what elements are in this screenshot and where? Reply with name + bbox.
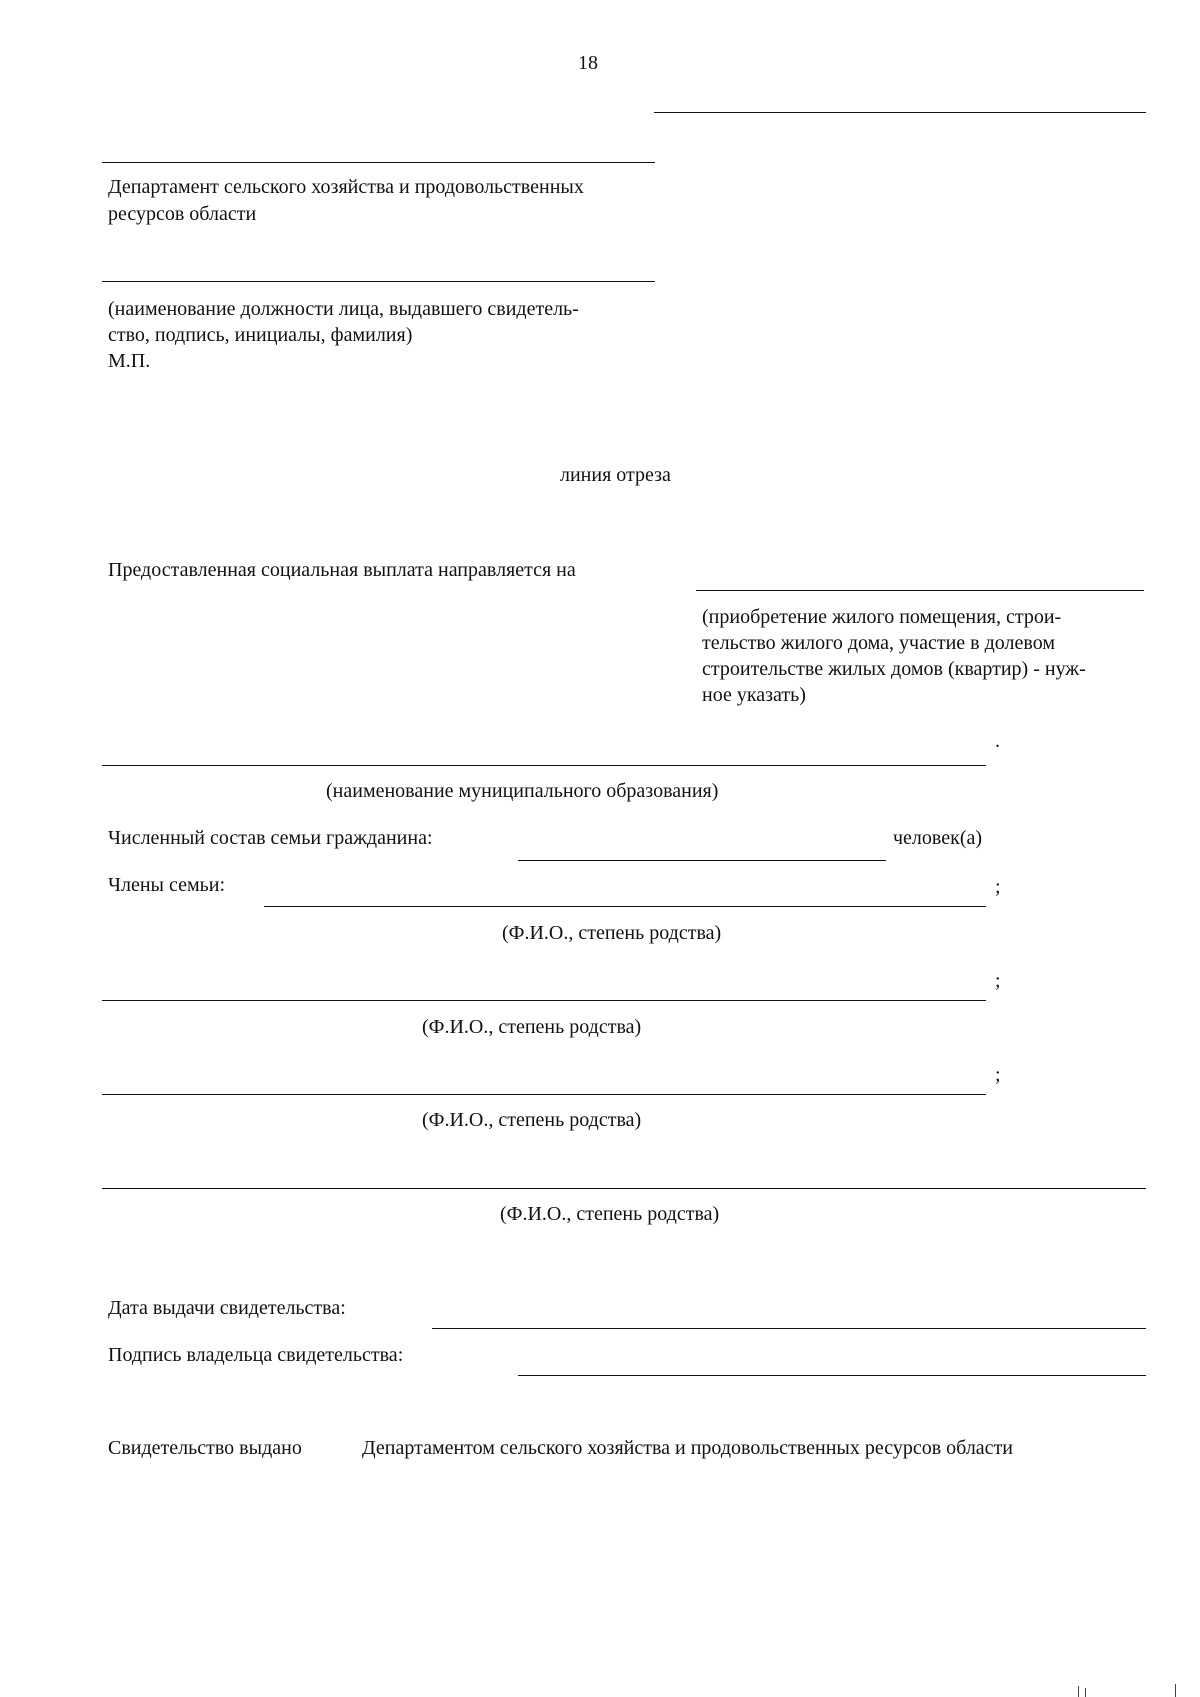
scan-edge-mark-small-2: [1085, 1688, 1086, 1697]
family-member-2-blank-line: [102, 1000, 986, 1001]
issue-date-label: Дата выдачи свидетельства:: [108, 1297, 346, 1319]
family-member-4-blank-line: [102, 1188, 1146, 1189]
payment-purpose-label: Предоставленная социальная выплата направляется на: [108, 559, 576, 581]
department-name-line2: ресурсов области: [108, 203, 257, 225]
payment-purpose-caption-line2: тельство жилого дома, участие в долевом: [702, 632, 1055, 654]
department-top-line: [102, 162, 655, 163]
family-member-3-caption: (Ф.И.О., степень родства): [422, 1109, 642, 1131]
issued-by-value: Департаментом сельского хозяйства и продовольственных ресурсов области: [362, 1437, 1014, 1459]
cut-line-label: линия отреза: [560, 464, 671, 486]
scan-edge-mark-small: [1078, 1686, 1079, 1697]
signatory-caption-line2: ство, подпись, инициалы, фамилия): [108, 324, 413, 346]
issue-date-blank-line: [432, 1328, 1146, 1329]
department-name-line1: Департамент сельского хозяйства и продовольственных: [108, 176, 584, 198]
page-number: 18: [578, 52, 598, 74]
family-members-label: Члены семьи:: [108, 874, 226, 896]
family-member-1-caption: (Ф.И.О., степень родства): [502, 922, 722, 944]
owner-signature-blank-line: [518, 1375, 1146, 1376]
family-member-3-line-end: ;: [995, 1064, 1001, 1086]
family-member-2-line-end: ;: [995, 970, 1001, 992]
payment-purpose-caption-line4: ное указать): [702, 684, 806, 706]
family-size-blank-line: [518, 860, 886, 861]
municipality-period-mark: .: [995, 730, 1000, 752]
top-right-blank-line: [654, 112, 1146, 113]
family-member-3-blank-line: [102, 1094, 986, 1095]
family-member-4-caption: (Ф.И.О., степень родства): [500, 1203, 720, 1225]
family-member-1-line-end: ;: [995, 876, 1001, 898]
family-size-unit: человек(а): [893, 827, 983, 849]
scan-edge-mark: [1175, 1684, 1176, 1697]
family-member-2-caption: (Ф.И.О., степень родства): [422, 1016, 642, 1038]
municipality-caption: (наименование муниципального образования): [326, 780, 719, 802]
payment-purpose-blank-line: [696, 590, 1144, 591]
payment-purpose-caption-line1: (приобретение жилого помещения, строи-: [702, 606, 1062, 628]
family-size-label: Численный состав семьи гражданина:: [108, 827, 433, 849]
signatory-caption-line1: (наименование должности лица, выдавшего свидетель-: [108, 298, 579, 320]
family-member-1-blank-line: [264, 906, 986, 907]
municipality-blank-line: [102, 765, 986, 766]
owner-signature-label: Подпись владельца свидетельства:: [108, 1344, 404, 1366]
payment-purpose-caption-line3: строительстве жилых домов (квартир) - нуж-: [702, 658, 1086, 680]
seal-place-mark: М.П.: [108, 350, 151, 372]
issued-by-label: Свидетельство выдано: [108, 1437, 302, 1459]
signatory-blank-line: [102, 281, 655, 282]
